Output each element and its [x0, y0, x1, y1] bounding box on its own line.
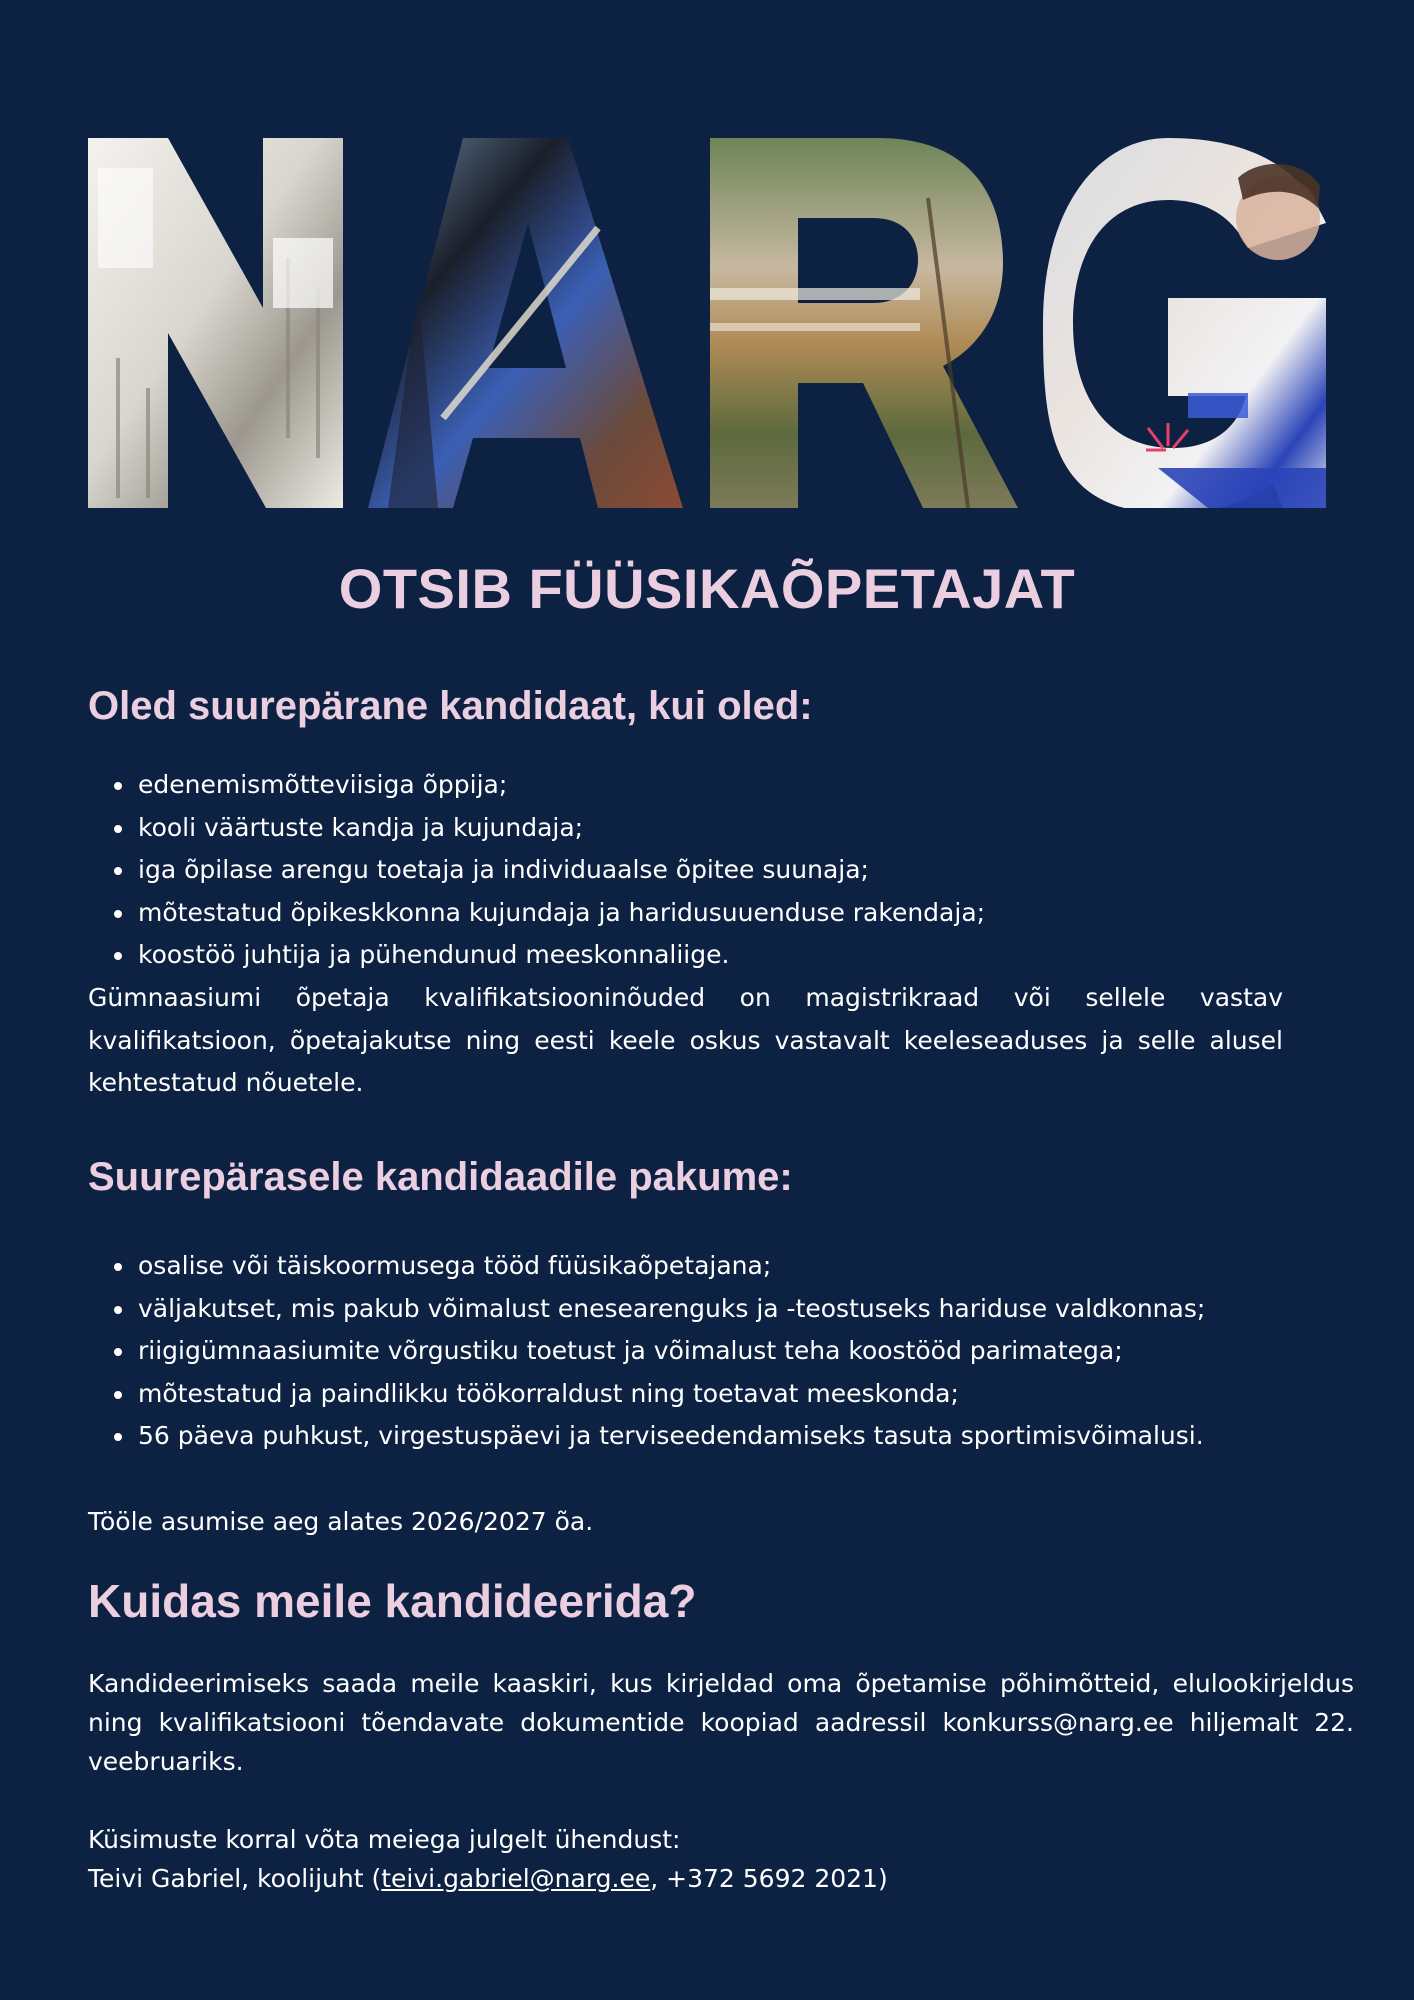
- list-item: • kooli väärtuste kandja ja kujundaja;: [136, 807, 1366, 850]
- apply-heading: Kuidas meile kandideerida?: [88, 1575, 697, 1627]
- contact-line: [88, 1859, 888, 1898]
- logo-letter-a: [368, 138, 683, 508]
- list-item: • 56 päeva puhkust, virgestuspäevi ja terviseedendamiseks tasuta sportimisvõimalusi.: [136, 1415, 1366, 1458]
- list-item: • koostöö juhtija ja pühendunud meeskonnaliige.: [136, 934, 1366, 977]
- list-item: • osalise või täiskoormusega tööd füüsikaõpetajana;: [136, 1245, 1366, 1288]
- candidate-heading: Oled suurepärane kandidaat, kui oled:: [88, 684, 813, 728]
- offer-list: [88, 1245, 1366, 1458]
- contact-name: Teivi Gabriel, koolijuht (: [88, 1864, 382, 1893]
- contact-intro: Küsimuste korral võta meiega julgelt ühendust:: [88, 1825, 681, 1854]
- apply-text: Kandideerimiseks saada meile kaaskiri, kus kirjeldad oma õpetamise põhimõtteid, elulookirjeldus ning kvalifikatsiooni tõendavate dokumentide koopiad aadressil konkurss@narg.ee hiljemalt 22. veebruariks.: [88, 1669, 1354, 1776]
- narg-logo: [88, 138, 1326, 508]
- list-item: • väljakutset, mis pakub võimalust enesearenguks ja -teostuseks hariduse valdkonnas;: [136, 1288, 1366, 1331]
- qualification-text: Gümnaasiumi õpetaja kvalifikatsiooninõuded on magistrikraad või sellele vastav kvalifikatsioon, õpetajakutse ning eesti keele oskus vastavalt keeleseaduses ja selle alusel kehtestatud nõuetele.: [88, 983, 1283, 1097]
- logo-letter-g: [1043, 138, 1326, 508]
- logo-letter-n: [88, 138, 343, 508]
- list-item: • riigigümnaasiumite võrgustiku toetust ja võimalust teha koostööd parimatega;: [136, 1330, 1366, 1373]
- contact-phone: , +372 5692 2021): [650, 1864, 888, 1893]
- contact-email-link[interactable]: teivi.gabriel@narg.ee: [381, 1864, 651, 1893]
- page-title: OTSIB FÜÜSIKAÕPETAJAT: [338, 557, 1076, 620]
- logo-letter-r: [710, 138, 1018, 508]
- list-item: • iga õpilase arengu toetaja ja individuaalse õpitee suunaja;: [136, 849, 1366, 892]
- offer-heading: Suurepärasele kandidaadile pakume:: [88, 1155, 793, 1199]
- start-date-text: Tööle asumise aeg alates 2026/2027 õa.: [88, 1507, 594, 1536]
- list-item: • edenemismõtteviisiga õppija;: [136, 764, 1366, 807]
- list-item: • mõtestatud ja paindlikku töökorraldust ning toetavat meeskonda;: [136, 1373, 1366, 1416]
- list-item: • mõtestatud õpikeskkonna kujundaja ja haridusuuenduse rakendaja;: [136, 892, 1366, 935]
- candidate-list: [88, 764, 1366, 977]
